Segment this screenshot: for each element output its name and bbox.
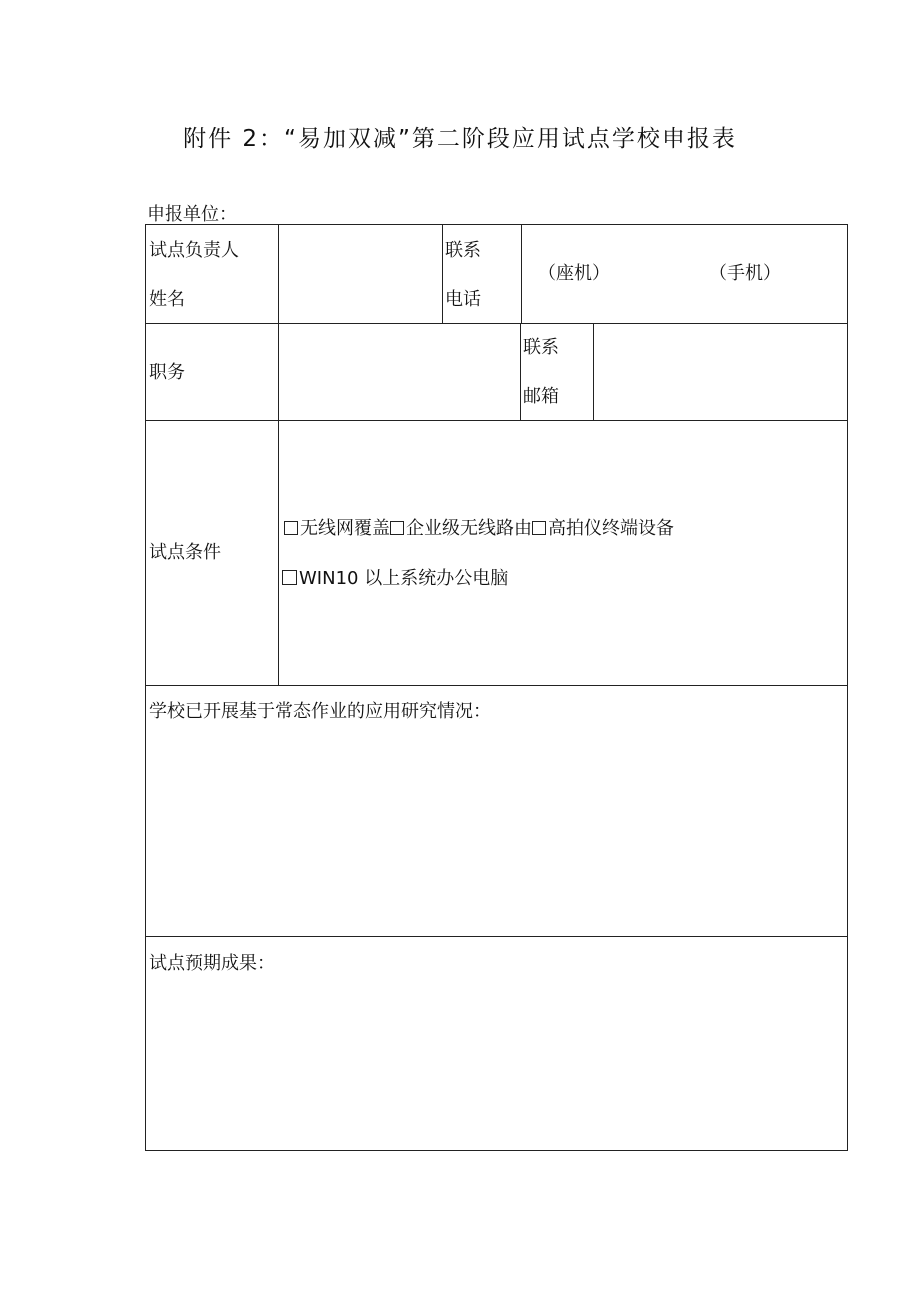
checkbox-win10-pc[interactable]: WIN10 以上系统办公电脑 [282, 568, 508, 589]
leader-label-line2: 姓名 [149, 289, 185, 310]
row-divider [146, 936, 847, 937]
landline-field[interactable]: （座机） [538, 263, 610, 284]
application-form-table [145, 224, 848, 1151]
phone-label-line1: 联系 [445, 240, 481, 261]
col-divider [278, 323, 279, 420]
conditions-options-line1 [284, 504, 674, 554]
col-divider [278, 420, 279, 685]
checkbox-icon [532, 521, 546, 535]
row-divider [146, 420, 847, 421]
position-label: 职务 [149, 362, 185, 383]
checkbox-document-camera[interactable]: 高拍仪终端设备 [532, 518, 674, 539]
col-divider [593, 323, 594, 420]
checkbox-icon [284, 521, 298, 535]
leader-label-line1: 试点负责人 [149, 240, 239, 261]
page-title: 附件 2：“易加双减”第二阶段应用试点学校申报表 [183, 126, 737, 152]
email-label-line2: 邮箱 [523, 386, 559, 407]
reporting-unit-label: 申报单位： [147, 204, 237, 225]
row-divider [146, 323, 847, 324]
outcomes-label: 试点预期成果： [149, 953, 275, 974]
col-divider [278, 225, 279, 323]
mobile-field[interactable]: （手机） [709, 263, 781, 284]
checkbox-icon [282, 570, 297, 585]
col-divider [520, 323, 521, 420]
checkbox-icon [390, 521, 404, 535]
phone-label-line2: 电话 [445, 289, 481, 310]
row-divider [146, 685, 847, 686]
col-divider [442, 225, 443, 323]
research-label: 学校已开展基于常态作业的应用研究情况： [149, 701, 491, 722]
checkbox-wireless-coverage[interactable]: 无线网覆盖 [284, 518, 390, 539]
email-label-line1: 联系 [523, 337, 559, 358]
checkbox-enterprise-router[interactable]: 企业级无线路由 [390, 518, 532, 539]
col-divider [521, 225, 522, 323]
conditions-label: 试点条件 [149, 542, 221, 563]
conditions-options-line2 [282, 554, 508, 604]
